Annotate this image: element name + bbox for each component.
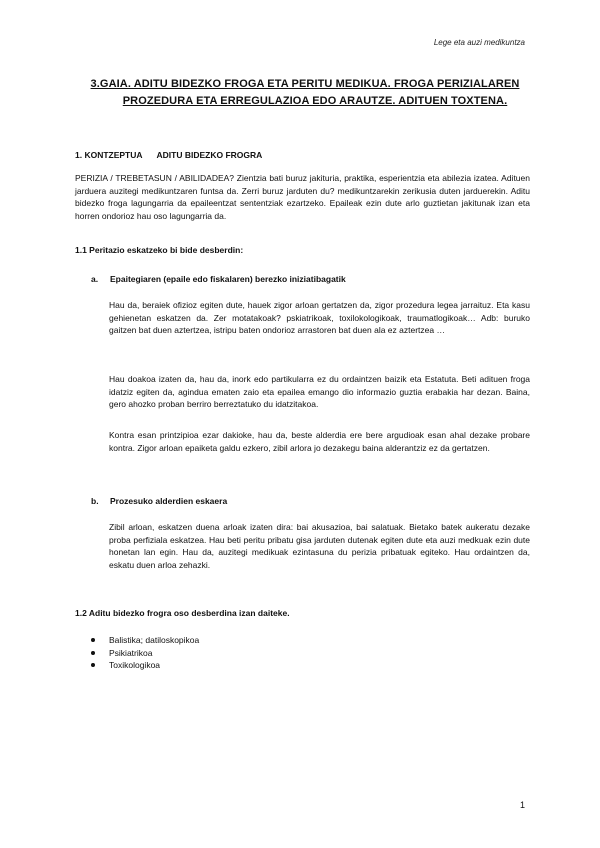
list-item: Balistika; datiloskopikoa (91, 634, 199, 647)
chapter-title-line-2: PROZEDURA ETA ERREGULAZIOA EDO ARAUTZE. ADITUEN TOXTENA. (122, 95, 508, 107)
item-b-paragraph-1: Zibil arloan, eskatzen duena arloak izaten dira: bai akusazioa, bai salatuak. Bietako batek aukeratu dezake proba perfiziala eskatzea. Hau beti peritu pribatu gisa jarduten dutenak egiten dute eta auzi medkuak ezin dute honetan lan egin. Hau da, auzitegi medikuak ezintasuna du perizia pribatuak egiteko. Hau ordaintzen da, eskatu duen arloa zehazki. (109, 522, 530, 571)
list-item: Toxikologikoa (91, 659, 199, 672)
bullet-icon (91, 651, 95, 655)
subsection-heading-1-2: 1.2 Aditu bidezko frogra oso desberdina izan daiteke. (75, 608, 290, 618)
bullet-icon (91, 638, 95, 642)
list-item-b-title: Prozesuko alderdien eskaera (110, 496, 228, 506)
subsection-heading-1-1: 1.1 Peritazio eskatzeko bi bide desberdin: (75, 245, 244, 255)
page-number: 1 (519, 800, 525, 810)
list-item-b-heading (91, 496, 227, 506)
chapter-title-line-1: 3.GAIA. ADITU BIDEZKO FROGA ETA PERITU MEDIKUA. FROGA PERIZIALAREN (90, 78, 520, 90)
chapter-title (70, 76, 540, 110)
bullet-list (91, 634, 199, 672)
item-a-paragraph-3: Kontra esan printzipioa ezar dakioke, hau da, beste alderdia ere bere argudioak esan ahal dezake probare kontra. Zigor arloan epaiketa galdu ezkero, zibil arlora jo dezakegu baina alderantziz ez da gertatzen. (109, 430, 530, 453)
bullet-icon (91, 663, 95, 667)
list-item-a-label: a. (91, 274, 99, 284)
section-number: 1. KONTZEPTUA (75, 150, 143, 160)
section-title: ADITU BIDEZKO FROGRA (156, 150, 263, 160)
list-item-a-heading (91, 274, 346, 284)
running-header: Lege eta auzi medikuntza (433, 38, 525, 47)
section-heading (75, 150, 262, 160)
item-a-paragraph-1: Hau da, beraiek ofizioz egiten dute, hauek zigor arloan gertatzen da, zigor prozedura legea jarraituz. Eta kasu gehienetan eskatzen da. Zer motatakoak? pskiatrikoak, toxilokologikoak, traumatlogikoak… Adb: buruko gaitzen bat duen aztertzea, istripu baten ondorioz arrastoren bat duen ala ez aztertzea … (109, 300, 530, 336)
item-a-paragraph-2: Hau doakoa izaten da, hau da, inork edo partikularra ez du ordaintzen baizik eta Estatuta. Beti adituen froga idatziz egiten da, agindua ematen zaio eta epailea emango dio informazio guztia erabakia har dezan. Baina, gero ahozko proban berriro berreztatuko du idatzitakoa. (109, 374, 530, 410)
list-item-b-label: b. (91, 496, 99, 506)
intro-paragraph: PERIZIA / TREBETASUN / ABILIDADEA? Zientzia bati buruz jakituria, praktika, esperientzia eta abilezia izatea. Adituen jarduera auzitegi medikuntzaren funtsa da. Zerri buruz jarduten du? medikuntzarekin zerikusia duten jarduerekin. Aditu bidezko froga lagungarria da epaileentzat sententziak ezartzeko. Epaileak ezin dute arlo guztietan jakitunak izan eta horren ondorioz hau oso lagungarria da. (75, 173, 530, 222)
list-item: Psikiatrikoa (91, 647, 199, 660)
list-item-a-title: Epaitegiaren (epaile edo fiskalaren) berezko iniziatibagatik (110, 274, 346, 284)
